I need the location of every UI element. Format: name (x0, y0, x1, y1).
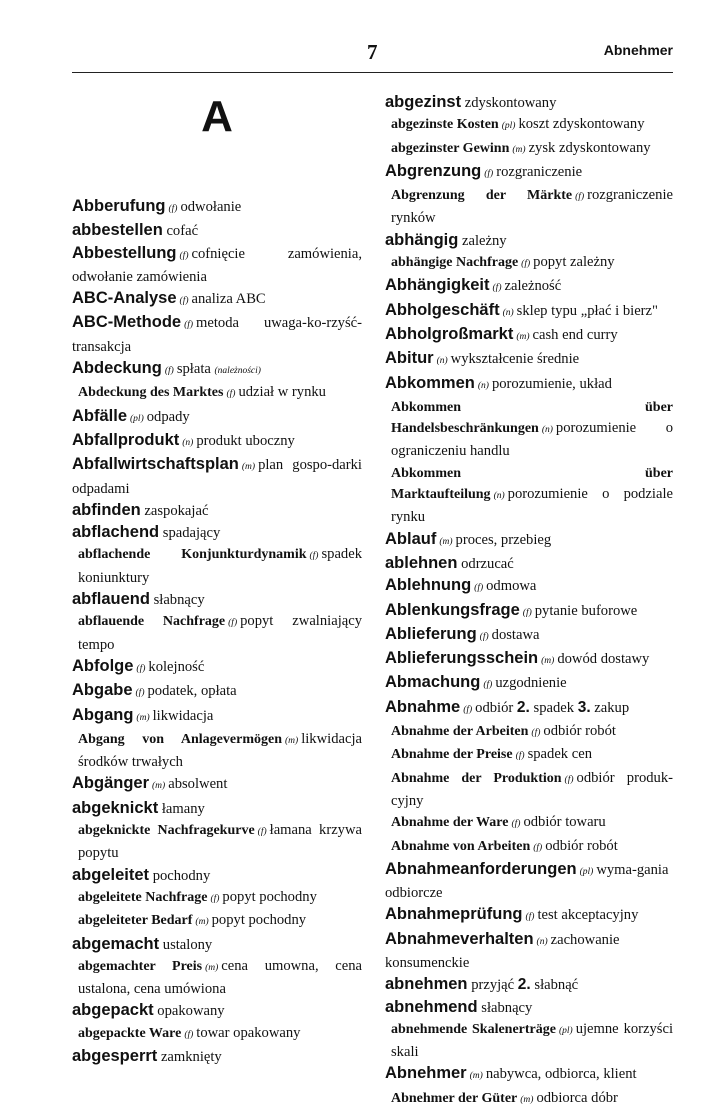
sub-headword: abgeleiteter Bedarf (78, 913, 193, 929)
translation: odrzucać (461, 555, 514, 572)
translation: spłata (176, 361, 211, 378)
sub-headword: abgeleitete Nachfrage (78, 889, 208, 905)
grammar-label: (pl) (579, 866, 594, 877)
sub-entry (385, 185, 673, 230)
dictionary-entry (72, 288, 362, 312)
grammar-label: (n) (502, 307, 514, 318)
translation: popyt zwalniający tempo (78, 613, 362, 653)
translation: łamana krzywa popytu (78, 822, 362, 862)
grammar-label: (m) (152, 781, 166, 792)
translation: zysk zdyskontowany (528, 139, 651, 156)
translation: proces, przebieg (455, 531, 552, 548)
translation: cofać (166, 223, 199, 240)
grammar-label: (m) (469, 1071, 483, 1082)
dictionary-entry (72, 196, 362, 220)
grammar-label: (m) (512, 144, 526, 155)
dictionary-entry (72, 656, 362, 680)
grammar-label: (m) (195, 917, 209, 928)
sub-headword: abflauende Nachfrage (78, 614, 226, 630)
headword: Abberufung (72, 197, 166, 215)
dictionary-entry (72, 1000, 362, 1022)
grammar-label: (f) (228, 618, 238, 629)
dictionary-entry (385, 92, 673, 114)
headword: abgepackt (72, 1001, 154, 1020)
sub-headword: Abkommen über Handelsbeschränkungen (391, 399, 673, 437)
headword: Abholgroßmarkt (385, 324, 514, 343)
grammar-label: (f) (135, 688, 145, 699)
sub-entry (385, 744, 673, 767)
dictionary-entry (385, 161, 673, 185)
dictionary-entry (385, 529, 673, 553)
sub-headword: Abgang von Anlagevermögen (78, 731, 282, 747)
dictionary-entry (385, 575, 673, 599)
translation: cofnięcie zamówienia, odwołanie zamówienia (72, 245, 362, 285)
translation: zaspokajać (144, 502, 209, 519)
grammar-label: (pl) (558, 1025, 573, 1036)
translation: kolejność (148, 658, 205, 675)
translation: produkt uboczny (196, 432, 295, 449)
sub-headword: Abnehmer der Güter (391, 1090, 518, 1106)
translation: spadek cen (527, 746, 592, 763)
translation: dowód dostawy (557, 651, 650, 668)
section-letter: A (201, 92, 233, 141)
translation: spadek koniunktury (78, 546, 362, 586)
grammar-label: (f) (525, 912, 535, 923)
headword: Abgrenzung (385, 161, 482, 180)
sub-entry (385, 252, 673, 275)
sub-entry (385, 114, 673, 137)
dictionary-entry (385, 697, 673, 721)
headword: Abbestellung (72, 243, 177, 262)
dictionary-entry (385, 974, 673, 996)
headword: Abnahme (385, 697, 461, 716)
translation: rozgraniczenie (496, 163, 583, 180)
grammar-label: (n) (541, 425, 553, 436)
sub-headword: Abnahme von Arbeiten (391, 838, 531, 854)
sub-headword: abgeknickte Nachfragekurve (78, 823, 255, 839)
headword: Abfälle (72, 406, 128, 425)
headword: Abnahmeverhalten (385, 929, 534, 948)
translation: zdyskontowany (464, 95, 557, 111)
sub-entry (385, 768, 673, 813)
headword: Ablieferungsschein (385, 649, 539, 668)
dictionary-entry (72, 243, 362, 289)
grammar-label: (f) (483, 680, 493, 691)
translation: popyt zależny (533, 254, 615, 271)
headword: abgemacht (72, 934, 160, 953)
grammar-label: (f) (136, 663, 146, 674)
grammar-label: (f) (168, 204, 178, 214)
grammar-label: (f) (511, 819, 521, 830)
translation: metoda uwaga-ko-rzyść-transakcja (72, 315, 362, 355)
translation: odbiór (475, 699, 514, 716)
translation: pochodny (152, 867, 211, 884)
grammar-label: (m) (439, 536, 453, 547)
translation: słabnący (481, 999, 533, 1016)
sub-headword: abgezinste Kosten (391, 117, 499, 133)
grammar-label: (f) (179, 296, 189, 307)
sub-entry (72, 910, 362, 933)
translation: przyjąć (471, 977, 515, 994)
grammar-label: (f) (515, 751, 525, 762)
grammar-label: (pl) (130, 413, 144, 424)
headword: abbestellen (72, 221, 163, 240)
grammar-label: (f) (179, 250, 189, 261)
translation: ujemne korzyści skali (391, 1020, 674, 1061)
dictionary-entry (72, 705, 362, 729)
headword: Ablauf (385, 529, 437, 548)
usage-note: (należności) (214, 366, 261, 377)
grammar-label: (f) (257, 827, 267, 838)
dictionary-entry (385, 553, 673, 575)
translation: towar opakowany (196, 1024, 301, 1041)
left-column (72, 92, 362, 1068)
dictionary-entry (385, 1063, 673, 1087)
translation: test akceptacyjny (537, 907, 639, 924)
dictionary-entry (385, 904, 673, 928)
translation: popyt pochodny (211, 912, 307, 929)
translation: pytanie buforowe (534, 602, 638, 619)
headword: Ablieferung (385, 624, 477, 643)
grammar-label: (f) (184, 320, 194, 331)
translation: likwidacja środków trwałych (78, 730, 362, 771)
running-head: Abnehmer (603, 42, 673, 58)
dictionary-entry (385, 300, 673, 324)
grammar-label: (f) (210, 893, 220, 904)
headword: Abkommen (385, 373, 475, 392)
sub-headword: Abnahme der Preise (391, 747, 513, 763)
headword: ABC-Analyse (72, 289, 177, 308)
headword: Abnehmer (385, 1064, 467, 1083)
dictionary-entry (72, 865, 362, 887)
grammar-label: (f) (474, 583, 484, 594)
translation: uzgodnienie (495, 675, 567, 692)
headword: Abgang (72, 705, 134, 724)
sub-entry (72, 956, 362, 1001)
dictionary-entry (385, 373, 673, 397)
grammar-label: (m) (205, 962, 219, 973)
sub-headword: Abkommen über Marktaufteilung (391, 465, 673, 503)
dictionary-entry (385, 275, 673, 299)
dictionary-entry (385, 672, 673, 696)
translation: analiza ABC (191, 291, 266, 308)
headword: abhängig (385, 230, 459, 249)
right-column (385, 92, 673, 1111)
sub-entry (385, 836, 673, 859)
headword: abgezinst (385, 93, 462, 111)
sub-entry (72, 382, 362, 405)
sub-entry (385, 721, 673, 744)
translation: odbiór robót (545, 837, 618, 854)
sense-number: 2. (517, 976, 531, 994)
translation: podatek, opłata (147, 683, 237, 700)
translation: odmowa (486, 578, 537, 595)
sub-entry (385, 1019, 673, 1064)
sub-entry (72, 887, 362, 910)
sub-headword: abgepackte Ware (78, 1025, 182, 1041)
headword: Abfallwirtschaftsplan (72, 455, 239, 474)
grammar-label: (pl) (501, 121, 516, 132)
dictionary-entry (72, 358, 362, 382)
sub-entry (72, 820, 362, 865)
headword: Ablenkungsfrage (385, 600, 520, 619)
dictionary-entry (72, 1046, 362, 1068)
dictionary-entry (72, 454, 362, 500)
headword: ABC-Methode (72, 313, 182, 332)
headword: abnehmen (385, 975, 468, 994)
dictionary-entry (385, 600, 673, 624)
dictionary-entry (385, 929, 673, 975)
grammar-label: (f) (564, 774, 574, 785)
dictionary-entry (385, 997, 673, 1019)
grammar-label: (m) (285, 735, 299, 746)
dictionary-entry (72, 312, 362, 358)
grammar-label: (f) (164, 366, 174, 377)
grammar-label: (m) (520, 1094, 534, 1105)
grammar-label: (m) (136, 712, 150, 723)
headword: abflauend (72, 590, 150, 609)
headword: Ablehnung (385, 576, 472, 595)
sense-translation: spadek (533, 699, 575, 716)
translation: plan gospo-darki odpadami (72, 457, 362, 497)
translation: zależność (504, 278, 562, 295)
headword: ablehnen (385, 553, 458, 572)
dictionary-entry (72, 680, 362, 704)
dictionary-entry (385, 348, 673, 372)
grammar-label: (f) (575, 192, 585, 203)
grammar-label: (f) (531, 728, 541, 739)
grammar-label: (m) (241, 462, 256, 473)
grammar-label: (n) (436, 356, 448, 367)
headword: abnehmend (385, 997, 478, 1016)
translation: ustalony (162, 936, 213, 953)
translation: zamknięty (160, 1048, 222, 1065)
sub-headword: Abgrenzung der Märkte (391, 188, 573, 204)
translation: odbiór towaru (523, 814, 606, 831)
sense-translation: słabnąć (534, 977, 579, 994)
translation: cena umowna, cena ustalona, cena umówiona (78, 957, 362, 998)
translation: porozumienie o podziale rynku (391, 486, 673, 526)
headword: Abitur (385, 349, 434, 368)
translation: odpady (146, 408, 190, 425)
sense-number: 3. (577, 698, 591, 716)
page-header (72, 38, 673, 73)
sub-entry (72, 1023, 362, 1046)
translation: wykształcenie średnie (450, 351, 580, 368)
dictionary-entry (72, 798, 362, 820)
dictionary-entry (72, 220, 362, 242)
headword: Abmachung (385, 673, 481, 692)
grammar-label: (f) (463, 704, 473, 715)
headword: abfinden (72, 500, 141, 519)
translation: likwidacja (152, 707, 214, 724)
sub-headword: abnehmende Skalenerträge (391, 1021, 556, 1037)
grammar-label: (f) (479, 631, 489, 642)
grammar-label: (f) (226, 389, 236, 400)
sub-entry (72, 729, 362, 774)
grammar-label: (n) (477, 380, 489, 391)
grammar-label: (f) (521, 259, 531, 270)
translation: porozumienie, układ (491, 375, 612, 392)
grammar-label: (f) (184, 1029, 194, 1040)
headword: Abgänger (72, 774, 150, 793)
dictionary-entry (72, 500, 362, 522)
headword: Abgabe (72, 681, 133, 700)
sub-headword: abgezinster Gewinn (391, 140, 510, 156)
sub-entry (385, 397, 673, 463)
dictionary-entry (72, 522, 362, 544)
headword: Abfolge (72, 656, 134, 675)
translation: łamany (161, 800, 205, 817)
dictionary-entry (385, 624, 673, 648)
headword: Abdeckung (72, 359, 162, 378)
translation: rozgraniczenie rynków (391, 187, 673, 227)
grammar-label: (n) (536, 936, 548, 947)
translation: odbiór produk-cyjny (391, 769, 673, 809)
translation: sklep typu „płać i bierz" (516, 302, 658, 319)
translation: porozumienie o ograniczeniu handlu (391, 420, 673, 460)
sense-translation: zakup (594, 699, 630, 716)
sub-headword: abgemachter Preis (78, 958, 203, 974)
page-number: 7 (367, 40, 378, 64)
translation: absolwent (168, 776, 228, 793)
headword: abgeleitet (72, 865, 150, 884)
grammar-label: (f) (484, 168, 494, 179)
headword: Abholgeschäft (385, 300, 500, 319)
grammar-label: (m) (541, 656, 555, 667)
sub-headword: Abnahme der Produktion (391, 770, 562, 786)
dictionary-entry (385, 230, 673, 252)
grammar-label: (f) (309, 551, 319, 562)
grammar-label: (f) (533, 842, 543, 853)
translation: wyma-gania odbiorcze (385, 861, 669, 902)
grammar-label: (f) (522, 607, 532, 618)
translation: zależny (462, 232, 507, 249)
sense-number: 2. (516, 698, 530, 716)
translation: spadający (162, 525, 221, 542)
translation: nabywca, odbiorca, klient (485, 1066, 637, 1083)
translation: odbiór robót (543, 723, 616, 740)
translation: popyt pochodny (222, 888, 317, 905)
headword: abgesperrt (72, 1046, 158, 1065)
sub-entry (385, 812, 673, 835)
grammar-label: (m) (516, 331, 530, 342)
translation: dostawa (491, 626, 540, 643)
grammar-label: (f) (492, 283, 502, 294)
translation: słabnący (153, 592, 205, 609)
sub-entry (72, 544, 362, 589)
translation: koszt zdyskontowany (518, 116, 645, 133)
translation: udział w rynku (238, 384, 326, 401)
translation: zachowanie konsumenckie (385, 931, 620, 971)
grammar-label: (n) (182, 437, 194, 448)
headword: abflachend (72, 523, 160, 542)
headword: Abfallprodukt (72, 430, 180, 449)
sub-entry (72, 611, 362, 656)
sub-headword: Abnahme der Ware (391, 815, 509, 831)
headword: Abnahmeprüfung (385, 905, 523, 924)
dictionary-entry (385, 324, 673, 348)
dictionary-entry (385, 648, 673, 672)
dictionary-entry (72, 406, 362, 430)
dictionary-entry (72, 430, 362, 454)
dictionary-entry (72, 773, 362, 797)
grammar-label: (n) (493, 491, 505, 502)
dictionary-entry (72, 589, 362, 611)
headword: Abnahmeanforderungen (385, 859, 577, 878)
sub-headword: abhängige Nachfrage (391, 255, 519, 271)
sub-headword: Abnahme der Arbeiten (391, 724, 529, 740)
dictionary-entry (72, 934, 362, 956)
sub-headword: Abdeckung des Marktes (78, 385, 224, 401)
headword: abgeknickt (72, 798, 159, 817)
sub-entry (385, 463, 673, 529)
dictionary-entry (385, 859, 673, 905)
headword: Abhängigkeit (385, 276, 490, 295)
translation: odbiorca dóbr (536, 1089, 618, 1106)
translation: opakowany (157, 1003, 225, 1020)
sub-entry (385, 138, 673, 161)
sub-entry (385, 1088, 673, 1111)
translation: odwołanie (180, 199, 242, 215)
sub-headword: abflachende Konjunkturdynamik (78, 547, 307, 563)
translation: cash end curry (532, 326, 618, 343)
